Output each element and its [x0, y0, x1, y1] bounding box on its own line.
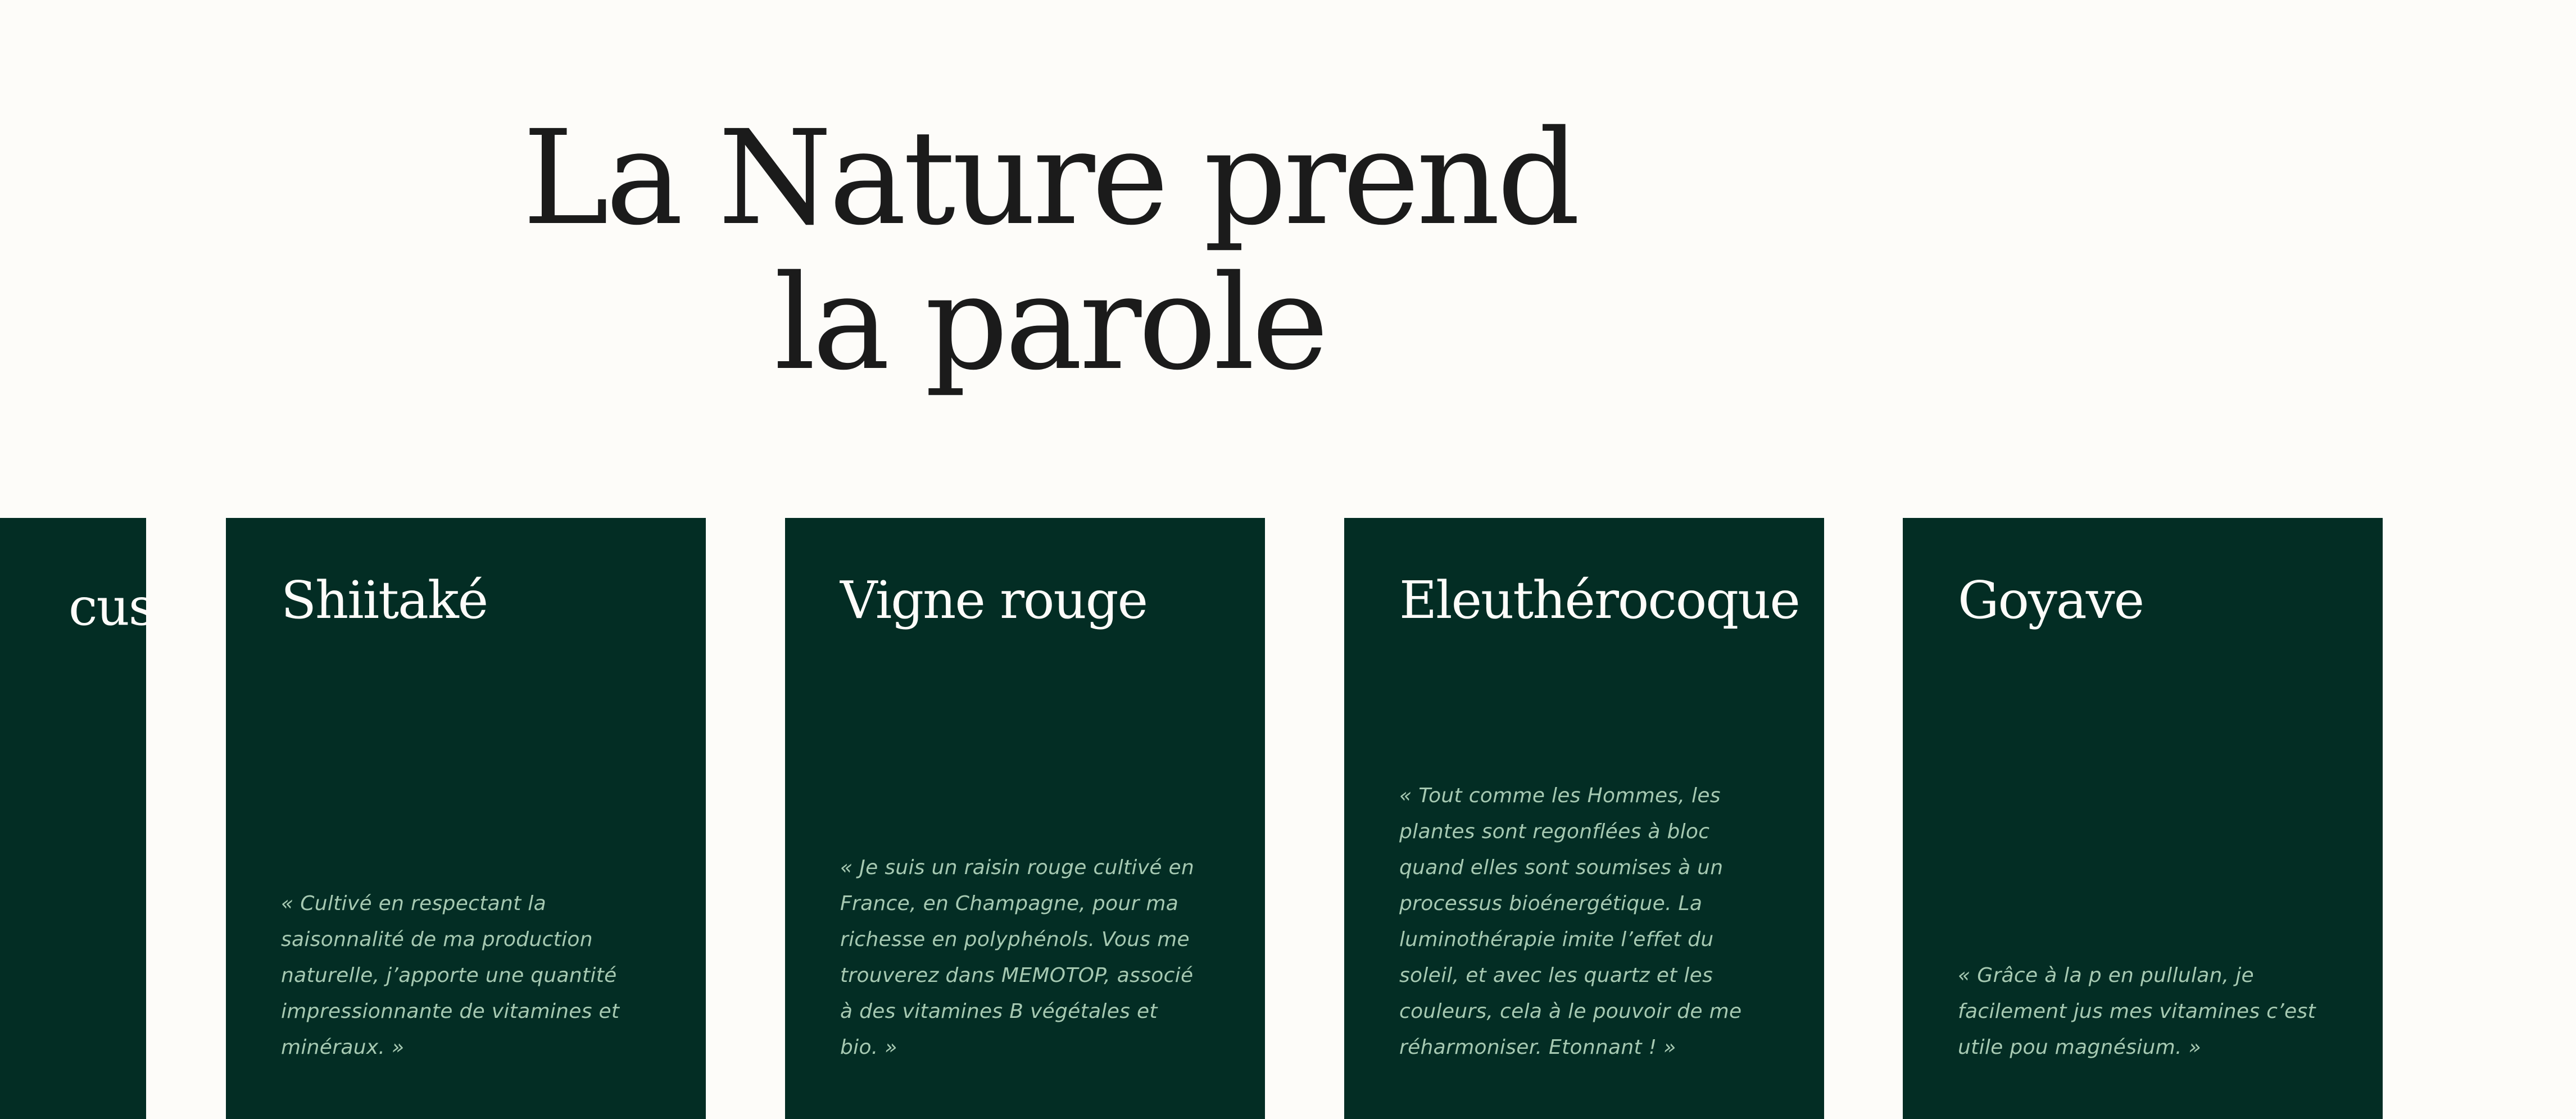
- plant-card-shiitake[interactable]: [226, 518, 706, 1119]
- card-title: Shiitaké: [281, 570, 488, 630]
- card-quote: « Cultivé en respectant la saisonnalité de ma production naturelle, j’apporte une quantité impressionnante de vitamines et minéraux. »: [281, 892, 620, 1059]
- card-quote: « Grâce à la p en pullulan, je facilement jus mes vitamines c’est utile pou magnésium. »: [1958, 964, 2316, 1059]
- page-title-line-2: la parole: [774, 247, 1326, 399]
- plant-card-eleutherocoque[interactable]: [1344, 518, 1824, 1119]
- page-title: [0, 102, 2099, 399]
- plant-card-partial-left[interactable]: [0, 518, 154, 1119]
- card-quote: [0, 958, 56, 1066]
- plant-card-vigne-rouge[interactable]: [785, 518, 1265, 1119]
- card-title: Vigne rouge: [840, 570, 1148, 630]
- card-title: cus: [69, 577, 154, 637]
- card-quote: « Je suis un raisin rouge cultivé en France, en Champagne, pour ma richesse en polyphénols. Vous me trouverez dans MEMOTOP, associé à des vitamines B végétales et bio. »: [840, 856, 1195, 1059]
- plant-card-goyave-partial[interactable]: [1903, 518, 2383, 1119]
- card-title: Eleuthérocoque: [1399, 570, 1799, 630]
- page-title-line-1: La Nature prend: [522, 102, 1577, 254]
- card-quote: « Tout comme les Hommes, les plantes sont regonflées à bloc quand elles sont soumises à un processus bioénergétique. La luminothérapie imite l’effet du soleil, et avec les quartz et les couleurs, cela à le pouvoir de me réharmoniser. Etonnant ! »: [1399, 784, 1742, 1059]
- card-title: Goyave: [1958, 570, 2144, 630]
